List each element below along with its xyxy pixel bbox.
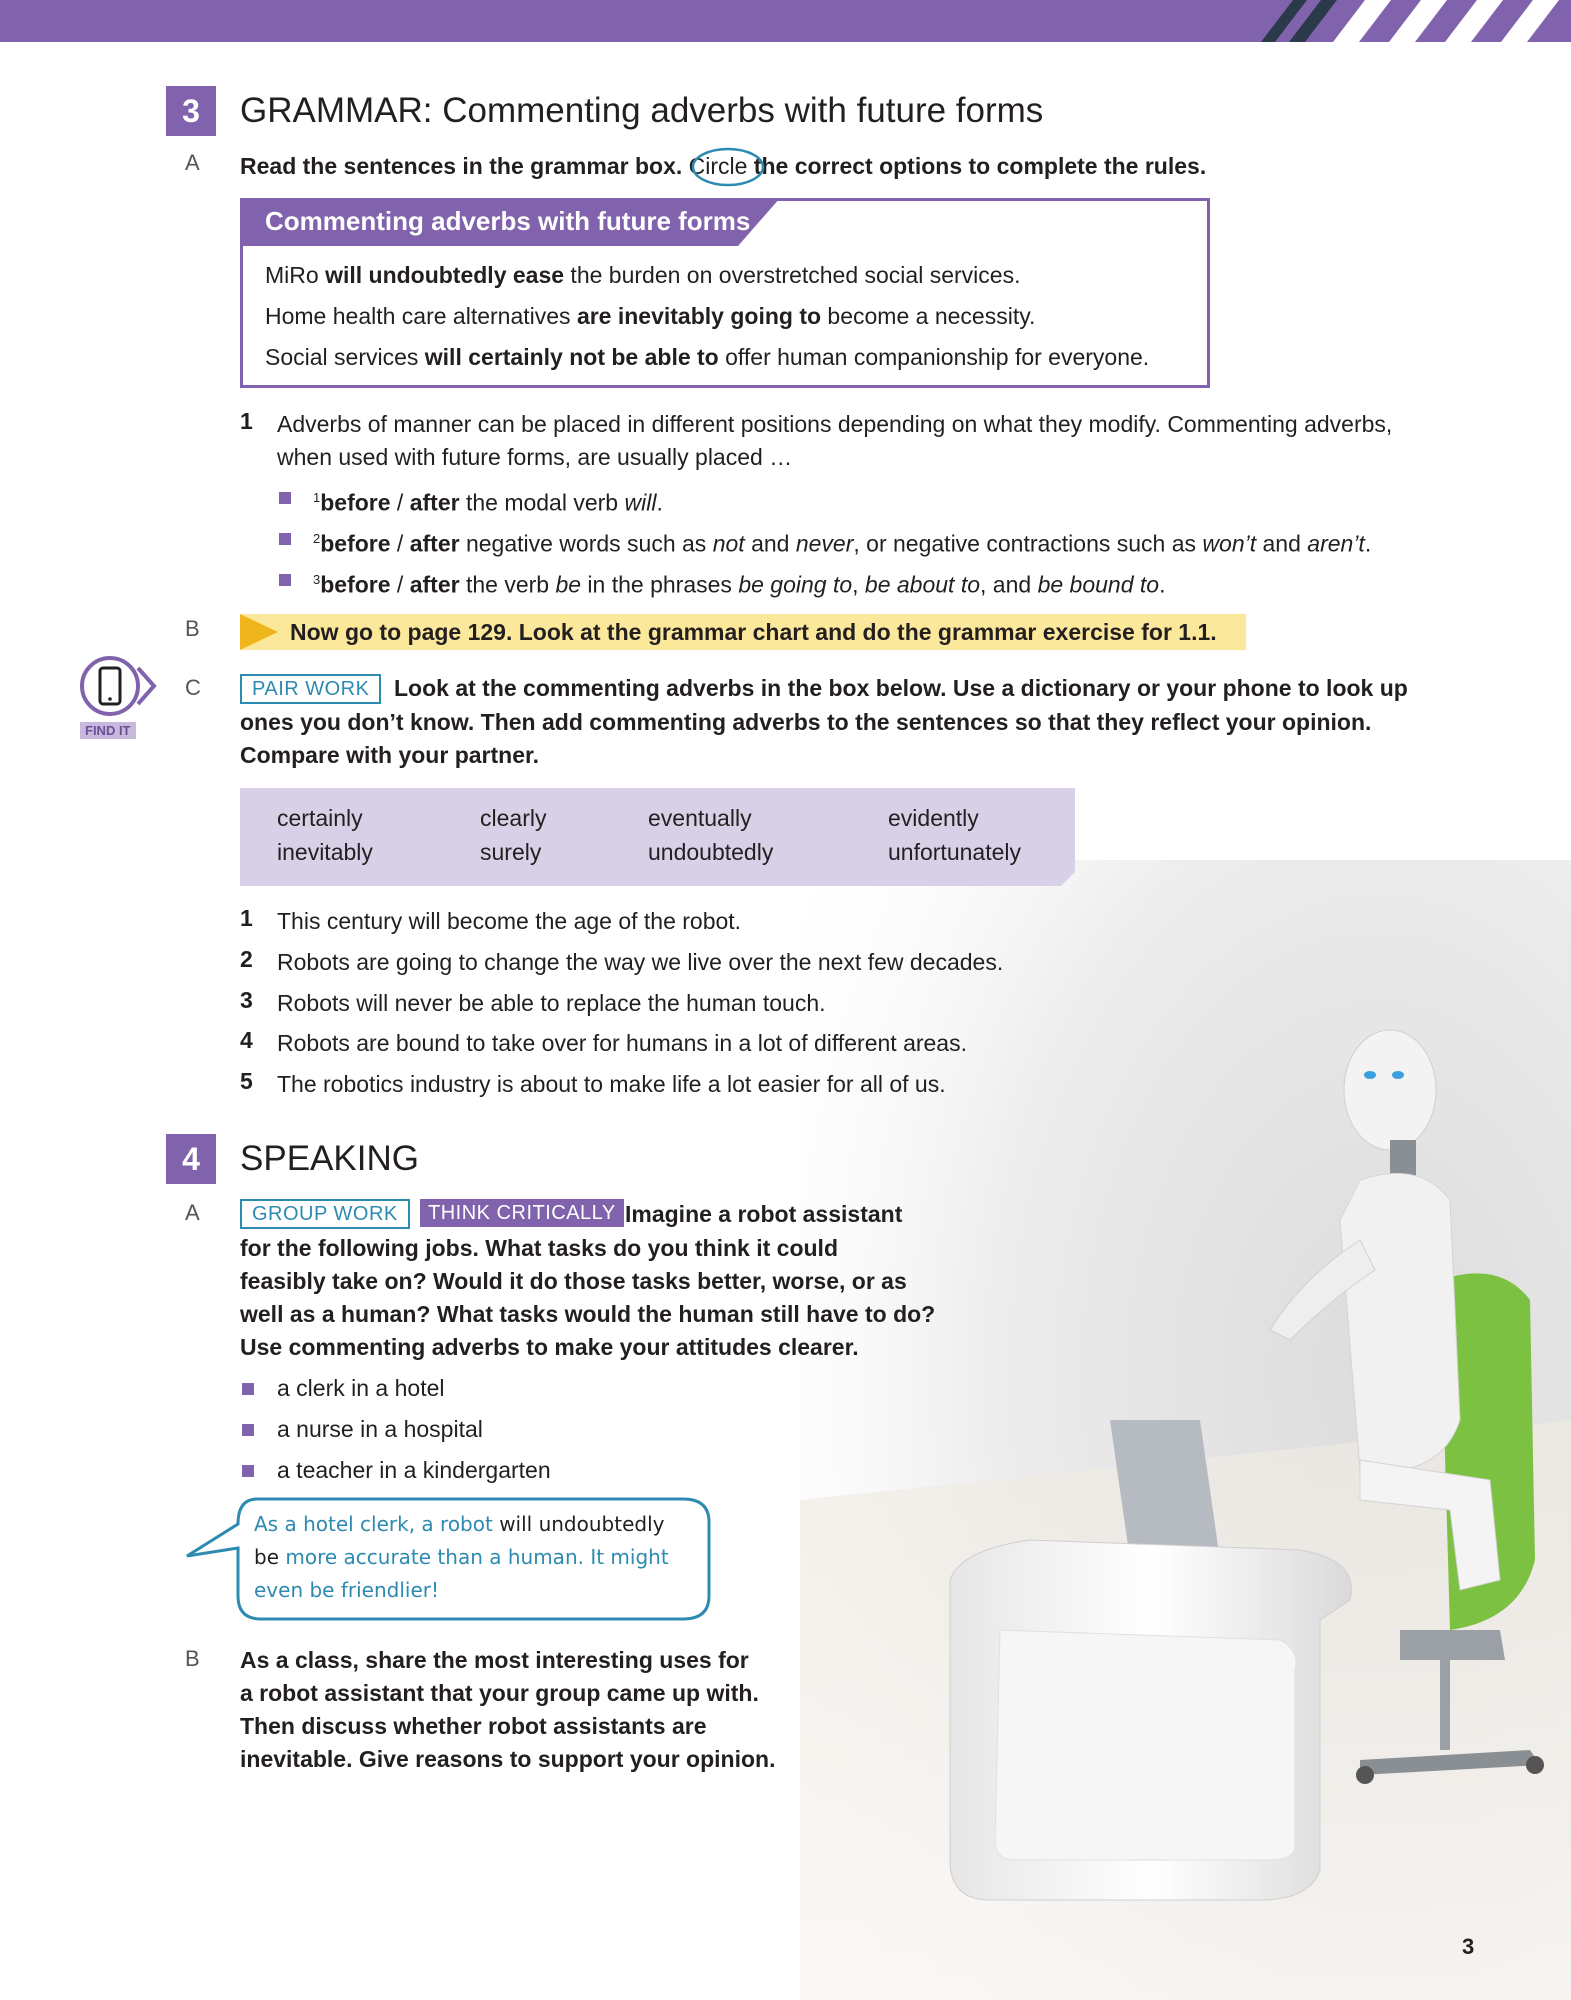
instruction-4b-line-2: a robot assistant that your group came up with. (240, 1680, 759, 1706)
instruction-4a-line-4: well as a human? What tasks would the human still have to do? (240, 1301, 936, 1327)
job-item-nurse: a nurse in a hospital (277, 1416, 483, 1442)
pair-work-tag: PAIR WORK (240, 674, 381, 704)
exercise-letter-4a: A (185, 1200, 200, 1225)
instruction-text-post: the correct options to complete the rules. (747, 153, 1207, 179)
word-clearly: clearly (480, 805, 547, 831)
sentence-number: 5 (240, 1068, 253, 1094)
sentence-text: Robots are bound to take over for humans in a lot of different areas. (277, 1030, 967, 1056)
job-item-hotel-clerk: a clerk in a hotel (277, 1375, 445, 1401)
rule-line-1: Adverbs of manner can be placed in different positions depending on what they modify. Commenting adverbs, (277, 411, 1393, 437)
find-it-label: FIND IT (80, 722, 136, 739)
exercise-letter-3b: B (185, 616, 200, 641)
word-evidently: evidently (888, 805, 979, 831)
bullet-square (242, 1465, 254, 1477)
sentence-text: Robots are going to change the way we live over the next few decades. (277, 949, 1004, 975)
arrow-icon (240, 614, 278, 650)
instruction-4a-line-1: Imagine a robot assistant (625, 1201, 903, 1227)
job-item-teacher: a teacher in a kindergarten (277, 1457, 551, 1483)
sentence-text: Robots will never be able to replace the human touch. (277, 990, 826, 1016)
bullet-square (279, 492, 291, 504)
instruction-4b-line-3: Then discuss whether robot assistants are (240, 1713, 707, 1739)
bullet-square (242, 1424, 254, 1436)
instruction-4a-line-3: feasibly take on? Would it do those tasks better, worse, or as (240, 1268, 907, 1294)
sentence-number: 2 (240, 946, 253, 972)
think-critically-tag: THINK CRITICALLY (420, 1199, 624, 1227)
word-unfortunately: unfortunately (888, 839, 1021, 865)
instruction-4a-line-5: Use commenting adverbs to make your attitudes clearer. (240, 1334, 859, 1360)
sentence-number: 4 (240, 1027, 253, 1053)
exercise-letter-3c: C (185, 675, 201, 700)
speech-bubble-text: As a hotel clerk, a robot will undoubtedly be more accurate than a human. It might even be friendlier! (254, 1512, 669, 1602)
sentence-number: 1 (240, 905, 253, 931)
exercise-letter-3a: A (185, 150, 200, 175)
exercise-letter-4b: B (185, 1646, 200, 1671)
option-after-1: after (409, 489, 460, 516)
page-reference-text[interactable]: Now go to page 129. Look at the grammar chart and do the grammar exercise for 1.1. (290, 619, 1217, 645)
grammar-example-3: Social services will certainly not be able to offer human companionship for everyone. (265, 344, 1150, 370)
rule-number: 1 (240, 408, 253, 434)
instruction-3c-line-3: Compare with your partner. (240, 742, 540, 768)
option-after-2: after (409, 530, 460, 557)
bullet-square (279, 533, 291, 545)
instruction-4b-line-1: As a class, share the most interesting uses for (240, 1647, 749, 1673)
rule-bullet-1[interactable]: $^1$before / after the modal verb will. (313, 489, 663, 516)
circle-word: Circle (688, 153, 748, 179)
instruction-text-pre: Read the sentences in the grammar box. (240, 153, 689, 179)
option-before-2: before (320, 530, 391, 557)
page-number: 3 (1462, 1934, 1475, 1959)
sentence-number: 3 (240, 987, 253, 1013)
section-title-grammar: GRAMMAR: Commenting adverbs with future forms (240, 91, 1044, 130)
instruction-4b-line-4: inevitable. Give reasons to support your opinion. (240, 1746, 776, 1772)
word-inevitably: inevitably (277, 839, 373, 865)
section-title-speaking: SPEAKING (240, 1139, 419, 1178)
grammar-example-2: Home health care alternatives are inevitably going to become a necessity. (265, 303, 1036, 329)
section-number-4: 4 (166, 1134, 216, 1184)
sentence-text: The robotics industry is about to make life a lot easier for all of us. (277, 1071, 946, 1097)
rule-line-2: when used with future forms, are usually placed … (277, 444, 793, 470)
word-undoubtedly: undoubtedly (648, 839, 774, 865)
bullet-square (242, 1383, 254, 1395)
word-certainly: certainly (277, 805, 363, 831)
grammar-box-title: Commenting adverbs with future forms (265, 206, 751, 236)
section-number-3: 3 (166, 86, 216, 136)
option-before-3: before (320, 571, 391, 598)
grammar-example-1: MiRo will undoubtedly ease the burden on overstretched social services. (265, 262, 1021, 288)
word-eventually: eventually (648, 805, 752, 831)
rule-bullet-3[interactable]: $^3$before / after the verb be in the phrases be going to, be about to, and be bound to. (313, 571, 1166, 598)
word-surely: surely (480, 839, 542, 865)
instruction-3c-line-2: ones you don’t know. Then add commenting adverbs to the sentences so that they reflect your opinion. (240, 709, 1372, 735)
stripe-decoration (1241, 0, 1571, 42)
circle-mark-icon (690, 146, 766, 188)
group-work-tag: GROUP WORK (240, 1199, 410, 1229)
instruction-4a-line-2: for the following jobs. What tasks do you think it could (240, 1235, 838, 1261)
word-box-bg (240, 788, 1075, 886)
sentence-text: This century will become the age of the robot. (277, 908, 742, 934)
option-before-1: before (320, 489, 391, 516)
option-after-3: after (409, 571, 460, 598)
instruction-3c-line-1: Look at the commenting adverbs in the box below. Use a dictionary or your phone to look up (394, 675, 1408, 701)
phone-icon (78, 654, 158, 718)
bullet-square (279, 574, 291, 586)
rule-bullet-2[interactable]: $^2$before / after negative words such as not and never, or negative contractions such as won’t and aren’t. (313, 530, 1372, 557)
